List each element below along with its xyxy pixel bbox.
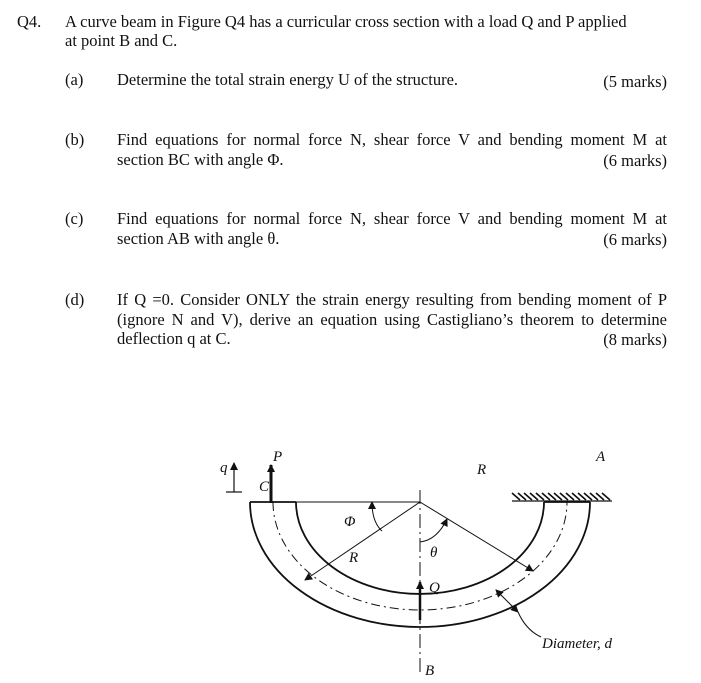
part-c-marks: (6 marks) bbox=[603, 230, 667, 249]
label-phi: Φ bbox=[344, 514, 356, 530]
part-c-label: (c) bbox=[65, 209, 84, 228]
part-a-marks: (5 marks) bbox=[603, 72, 667, 91]
part-a-label: (a) bbox=[65, 70, 84, 89]
label-q-load: Q bbox=[429, 580, 440, 596]
question-number: Q4. bbox=[17, 12, 42, 31]
label-p: P bbox=[273, 449, 283, 465]
part-d-marks: (8 marks) bbox=[603, 330, 667, 349]
part-b-text: Find equations for normal force N, shear force V and bending moment M at section BC with angle Φ. bbox=[117, 130, 667, 169]
part-d-label: (d) bbox=[65, 290, 85, 309]
label-theta: θ bbox=[430, 545, 438, 561]
label-r-left: R bbox=[349, 550, 359, 566]
label-r-top: R bbox=[477, 462, 487, 478]
theta-angle-arc bbox=[420, 519, 447, 542]
part-d-text: If Q =0. Consider ONLY the strain energy resulting from bending moment of P (ignore N and V), derive an equation using Castigliano’s theorem to determine deflection q at C. bbox=[117, 290, 667, 348]
label-q-deflection: q bbox=[220, 460, 228, 476]
phi-angle-arc bbox=[372, 502, 382, 531]
label-c: C bbox=[259, 479, 270, 495]
label-a: A bbox=[596, 449, 606, 465]
radius-arrow-left bbox=[305, 502, 420, 580]
part-c-text: Find equations for normal force N, shear force V and bending moment M at section AB with angle θ. bbox=[117, 209, 667, 248]
diameter-leader bbox=[518, 612, 541, 637]
question-intro-line-1: A curve beam in Figure Q4 has a curricular cross section with a load Q and P applied bbox=[65, 12, 627, 31]
part-b-marks: (6 marks) bbox=[603, 151, 667, 170]
label-b: B bbox=[425, 663, 435, 679]
fixed-support-hatching bbox=[512, 493, 610, 500]
part-a-text: Determine the total strain energy U of the structure. bbox=[117, 70, 459, 89]
question-intro-line-2: at point B and C. bbox=[65, 31, 178, 50]
part-b-label: (b) bbox=[65, 130, 85, 149]
label-diameter: Diameter, d bbox=[542, 636, 612, 652]
